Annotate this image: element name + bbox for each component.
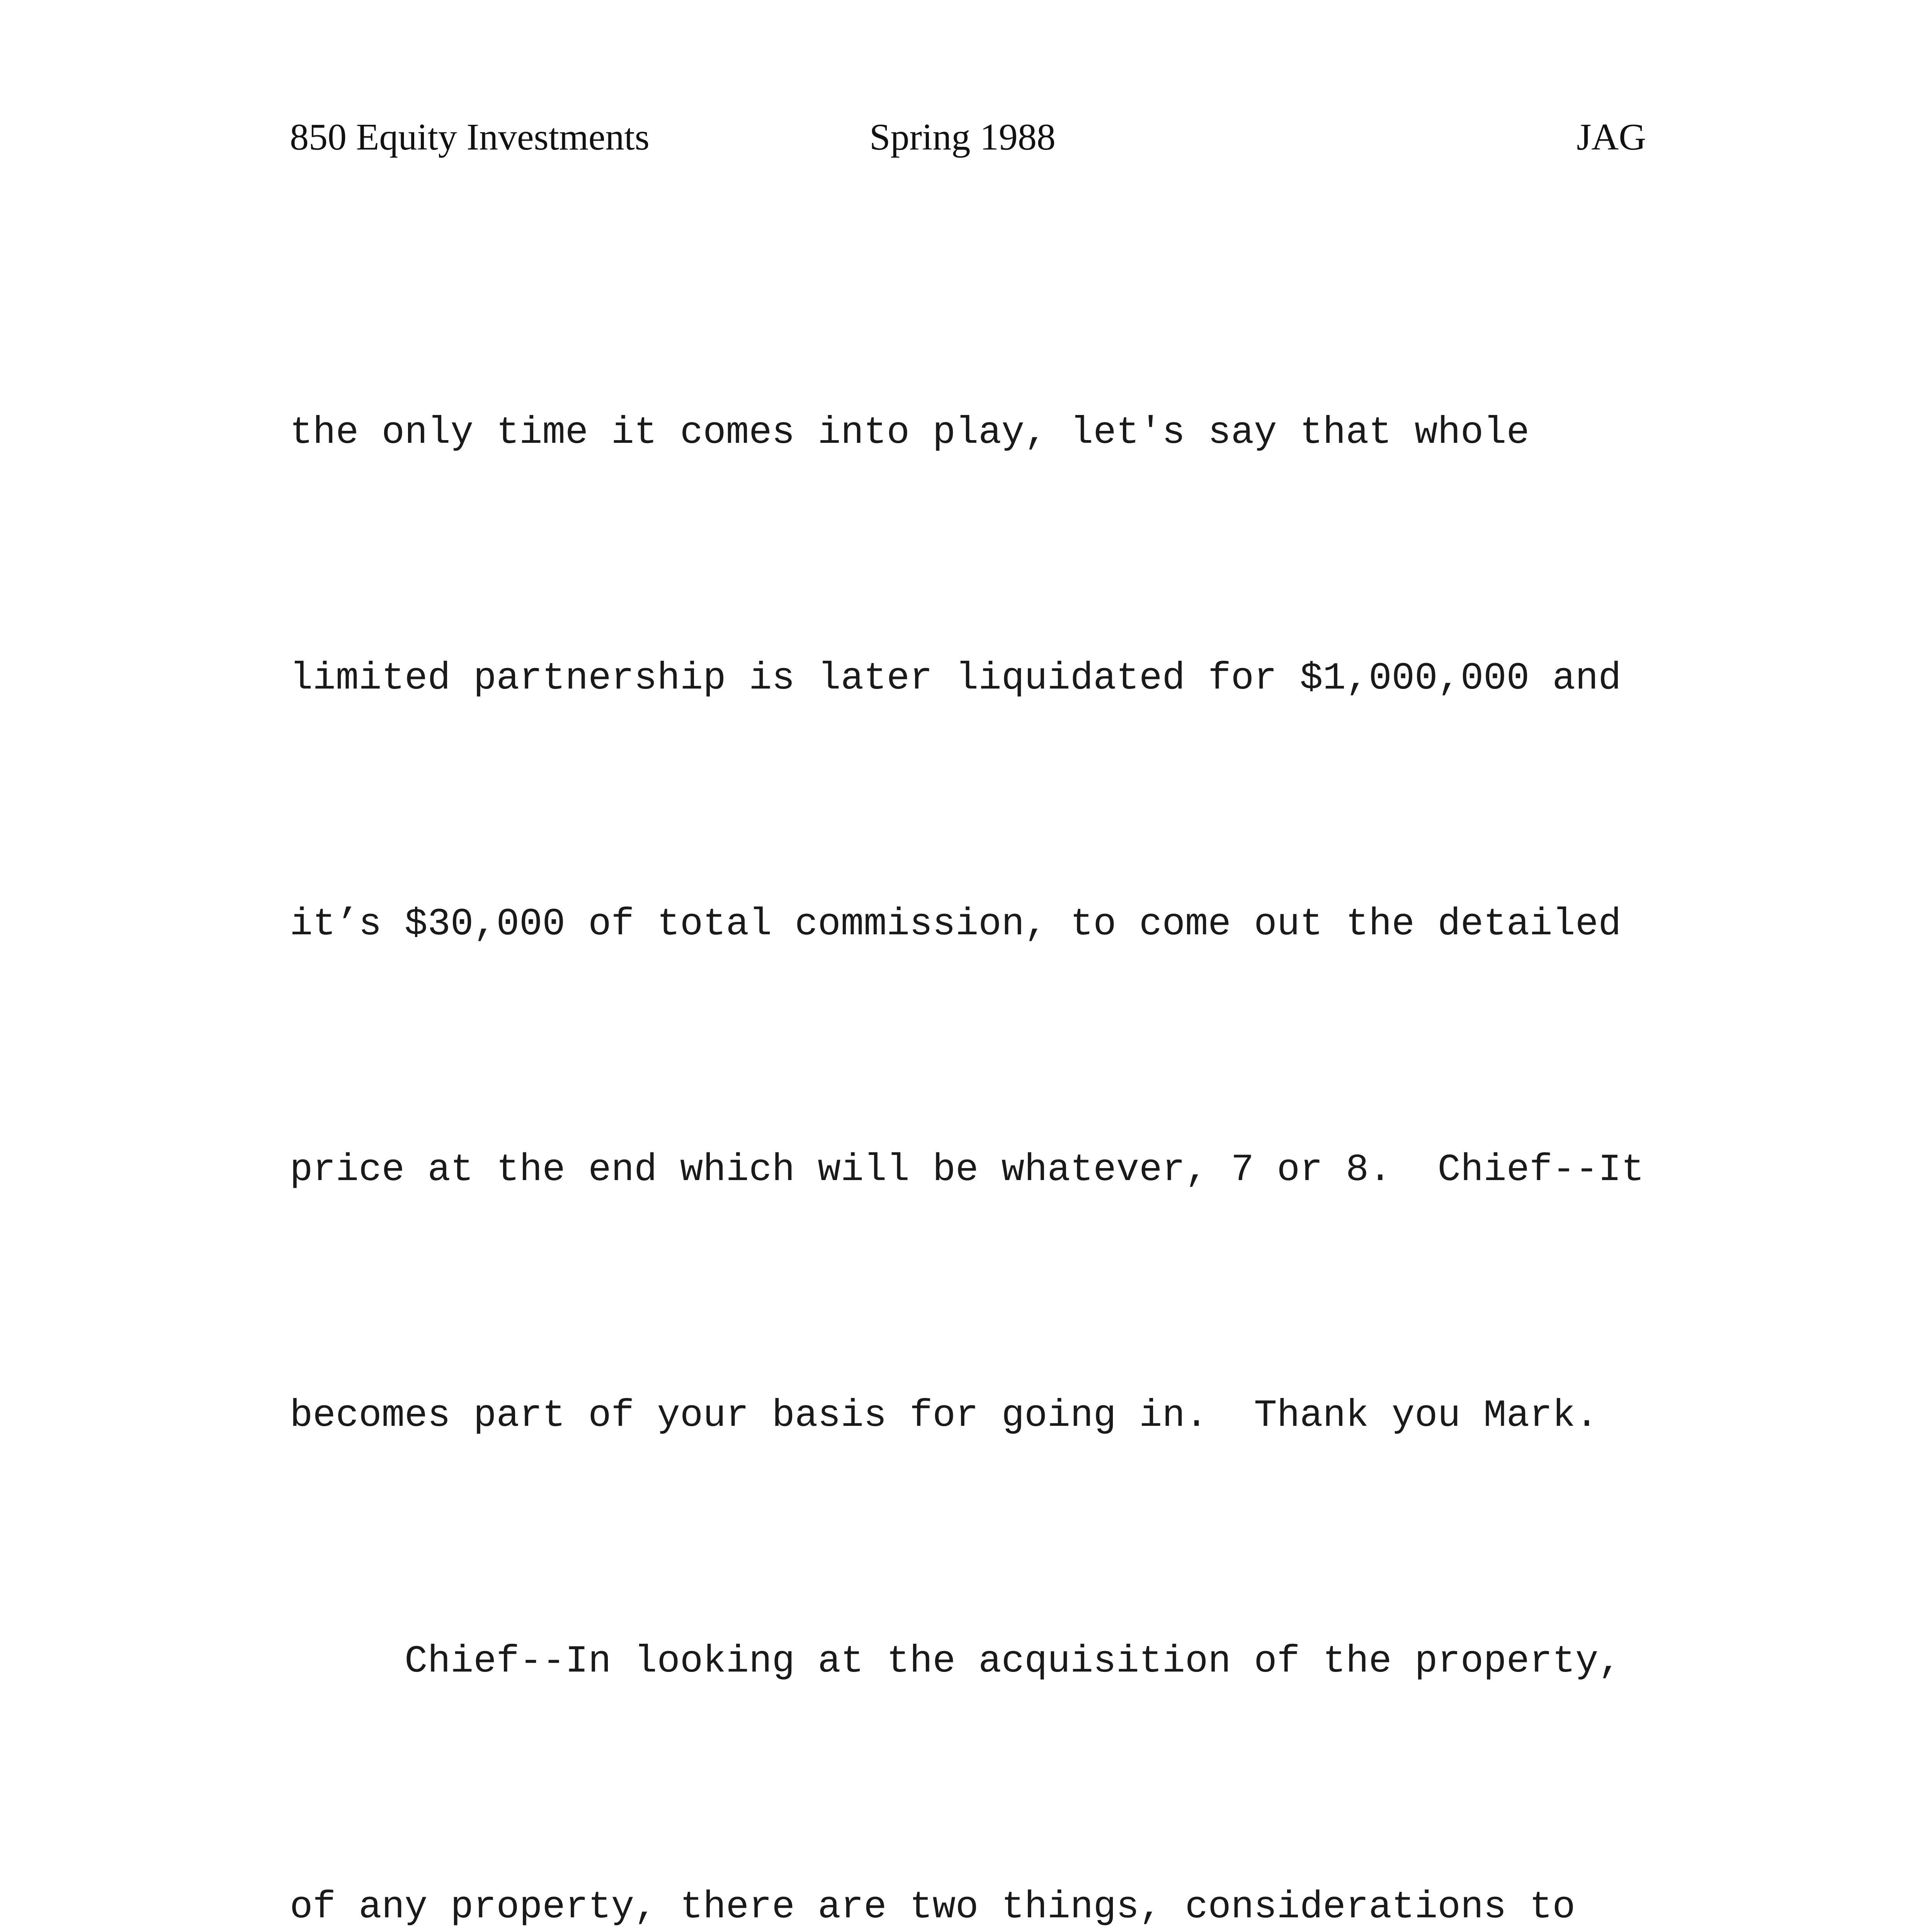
body-line: Chief--In looking at the acquisition of the property, [290,1640,1621,1683]
body-line: it’s $30,000 of total commission, to come out the detailed [290,903,1621,946]
body-line: limited partnership is later liquidated for $1,000,000 and [290,657,1621,700]
header-term: Spring 1988 [869,116,1056,158]
transcript-body [290,228,1727,1932]
header-initials: JAG [1577,116,1646,158]
header-course: 850 Equity Investments [290,116,650,158]
body-line: price at the end which will be whatever, 7 or 8. Chief--It [290,1148,1645,1192]
body-line: becomes part of your basis for going in. Thank you Mark. [290,1394,1599,1437]
body-line: the only time it comes into play, let's say that whole [290,411,1530,454]
body-line: of any property, there are two things, considerations to [290,1886,1575,1929]
